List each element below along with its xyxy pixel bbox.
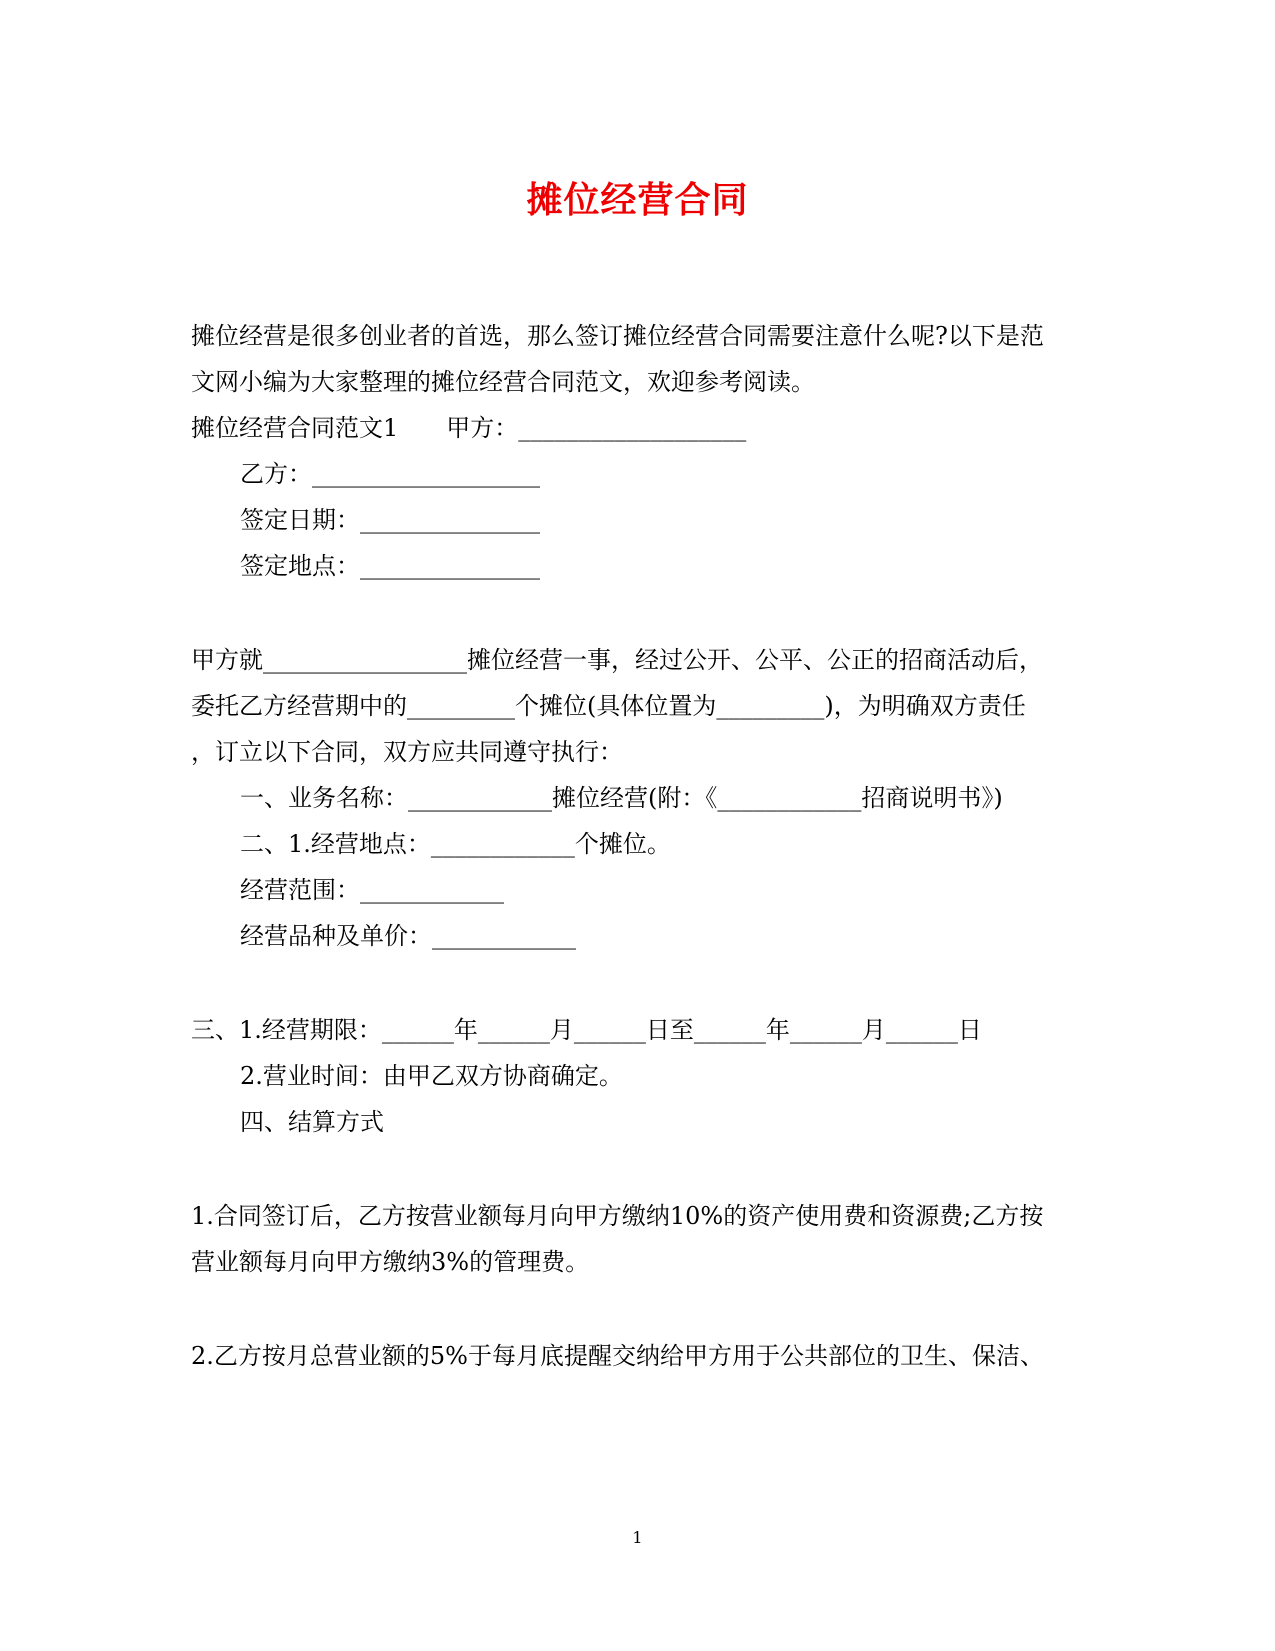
intro-line-1: 摊位经营是很多创业者的首选，那么签订摊位经营合同需要注意什么呢?以下是范 (191, 322, 1044, 350)
party-b-line: 乙方：___________________ (240, 460, 540, 488)
preamble-line-1: 甲方就_________________摊位经营一事，经过公开、公平、公正的招商活动后， (191, 646, 1043, 674)
clause-2-variety-price: 经营品种及单价：____________ (240, 922, 576, 950)
preamble-line-3: ，订立以下合同，双方应共同遵守执行： (191, 738, 623, 766)
sign-date-line: 签定日期：_______________ (240, 506, 540, 534)
clause-2-location: 二、1.经营地点：____________个摊位。 (240, 830, 671, 858)
settlement-1-line-1: 1.合同签订后，乙方按营业额每月向甲方缴纳10%的资产使用费和资源费;乙方按 (191, 1202, 1044, 1230)
document-title: 摊位经营合同 (526, 179, 749, 221)
preamble-line-2: 委托乙方经营期中的_________个摊位(具体位置为_________)，为明确双方责任 (191, 692, 1026, 720)
settlement-1-line-2: 营业额每月向甲方缴纳3%的管理费。 (191, 1248, 590, 1276)
clause-1-business-name: 一、业务名称：____________摊位经营(附：《____________招商说明书》) (240, 784, 1003, 812)
settlement-2-line-1: 2.乙方按月总营业额的5%于每月底提醒交纳给甲方用于公共部位的卫生、保洁、 (191, 1342, 1044, 1370)
intro-line-2: 文网小编为大家整理的摊位经营合同范文，欢迎参考阅读。 (191, 368, 815, 396)
page-number: 1 (632, 1528, 643, 1547)
contract-heading-party-a: 摊位经营合同范文1 甲方：___________________ (191, 414, 747, 442)
clause-3-hours: 2.营业时间：由甲乙双方协商确定。 (240, 1062, 623, 1090)
sign-place-line: 签定地点：_______________ (240, 552, 540, 580)
clause-3-term: 三、1.经营期限：______年______月______日至______年______月______日 (191, 1016, 982, 1044)
clause-4-heading: 四、结算方式 (240, 1108, 384, 1136)
clause-2-scope: 经营范围：____________ (240, 876, 504, 904)
